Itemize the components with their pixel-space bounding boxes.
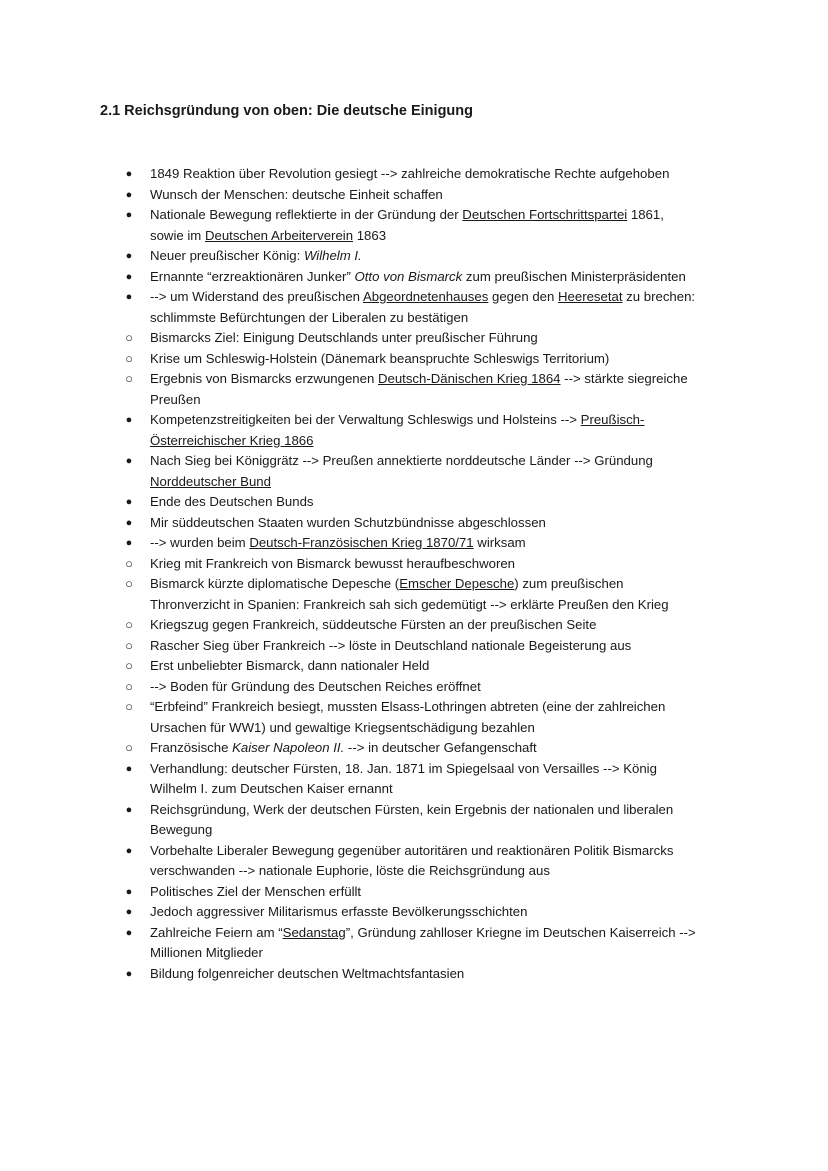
bullet-disc-icon: ● (125, 844, 133, 857)
italic-term: Wilhelm I. (303, 248, 362, 263)
bullet-list (0, 164, 828, 984)
list-item (0, 492, 730, 513)
list-item (0, 697, 730, 738)
item-text: “Erbfeind” Frankreich besiegt, mussten Elsass-Lothringen abtreten (eine der zahlreichen (150, 699, 666, 714)
bullet-disc-icon: ● (125, 291, 133, 303)
list-item (0, 554, 730, 575)
item-text: Ernannte “erzreaktionären Junker” (150, 268, 355, 284)
item-text: 1861, (627, 207, 664, 222)
bullet-disc-icon: ● (125, 455, 133, 467)
bullet-disc-icon: ● (125, 885, 133, 898)
list-item (0, 902, 730, 923)
item-text: verschwanden --> nationale Euphorie, löste die Reichsgründung aus (150, 863, 550, 878)
item-text: Französische (150, 740, 233, 755)
list-item (0, 882, 730, 903)
list-item (0, 349, 730, 370)
bullet-disc-icon: ● (125, 250, 133, 262)
bullet-disc-icon: ● (125, 516, 133, 529)
item-text: Nationale Bewegung reflektierte in der Gründung der (150, 207, 463, 222)
item-text: --> um Widerstand des preußischen (150, 289, 363, 304)
item-text: Neuer preußischer König: (150, 248, 304, 263)
underlined-term: Deutsch-Dänischen Krieg 1864 (377, 371, 561, 386)
bullet-circle-icon: ○ (125, 330, 133, 345)
bullet-disc-icon: ● (125, 762, 133, 775)
list-item (0, 738, 730, 759)
list-item (0, 205, 730, 246)
list-item (0, 800, 730, 841)
list-item (0, 246, 730, 267)
item-text: Kompetenzstreitigkeiten bei der Verwaltung Schleswigs und Holsteins --> (150, 412, 581, 427)
bullet-disc-icon: ● (125, 188, 133, 201)
bullet-disc-icon: ● (125, 537, 133, 549)
underlined-term: Heeresetat (558, 289, 623, 304)
item-text: 1849 Reaktion über Revolution gesiegt --> zahlreiche demokratische Rechte aufgehoben (150, 166, 670, 181)
section-heading: 2.1 Reichsgründung von oben: Die deutsche Einigung (100, 103, 473, 119)
item-text: Bewegung (150, 822, 213, 837)
bullet-disc-icon: ● (125, 967, 133, 980)
item-text: --> stärkte siegreiche (560, 371, 688, 386)
item-text: Ende des Deutschen Bunds (150, 494, 314, 509)
item-text: Nach Sieg bei Königgrätz --> Preußen annektierte norddeutsche Länder --> Gründung (150, 453, 653, 468)
bullet-disc-icon: ● (125, 168, 133, 180)
item-text: Reichsgründung, Werk der deutschen Fürsten, kein Ergebnis der nationalen und liberalen (150, 801, 674, 817)
bullet-circle-icon: ○ (125, 740, 133, 755)
item-text: Ursachen für WW1) und gewaltige Kriegsentschädigung bezahlen (150, 719, 535, 735)
bullet-disc-icon: ● (125, 270, 133, 283)
underlined-term: Sedanstag (282, 924, 346, 940)
item-text: Krieg mit Frankreich von Bismarck bewusst heraufbeschworen (150, 555, 516, 571)
item-text: gegen den (488, 289, 558, 304)
item-text: Bismarck kürzte diplomatische Depesche ( (150, 576, 400, 591)
underlined-term: Deutschen Arbeiterverein (204, 227, 354, 243)
underlined-term: Deutschen Fortschrittspartei (462, 207, 628, 222)
item-text: Jedoch aggressiver Militarismus erfasste Bevölkerungsschichten (150, 904, 528, 919)
underlined-term: Deutsch-Französischen Krieg 1870/71 (249, 535, 474, 550)
italic-term: Kaiser Napoleon II. (232, 740, 345, 755)
underlined-term: Preußisch- (580, 412, 645, 427)
item-text: Rascher Sieg über Frankreich --> löste in Deutschland nationale Begeisterung aus (150, 637, 632, 653)
list-item (0, 267, 730, 288)
list-item (0, 615, 730, 636)
item-text: --> wurden beim (150, 535, 250, 550)
item-text: Vorbehalte Liberaler Bewegung gegenüber autoritären und reaktionären Politik Bismarcks (150, 842, 674, 858)
bullet-disc-icon: ● (125, 803, 133, 816)
item-text: Ergebnis von Bismarcks erzwungenen (150, 371, 378, 386)
list-item (0, 677, 730, 698)
bullet-circle-icon: ○ (125, 350, 133, 366)
item-text: Wunsch der Menschen: deutsche Einheit schaffen (150, 186, 443, 202)
underlined-term: Emscher Depesche (399, 576, 515, 591)
list-item (0, 923, 730, 964)
item-text: Krise um Schleswig-Holstein (Dänemark beanspruchte Schleswigs Territorium) (150, 350, 610, 366)
item-text: wirksam (473, 535, 526, 550)
list-item (0, 164, 730, 185)
item-text: Politisches Ziel der Menschen erfüllt (150, 883, 362, 899)
item-text: Thronverzicht in Spanien: Frankreich sah sich gedemütigt --> erklärte Preußen den Krieg (150, 596, 669, 612)
bullet-circle-icon: ○ (125, 371, 133, 386)
underlined-term: Norddeutscher Bund (150, 473, 271, 489)
bullet-disc-icon: ● (125, 926, 133, 939)
item-text: --> in deutscher Gefangenschaft (344, 740, 537, 755)
bullet-circle-icon: ○ (125, 555, 133, 571)
list-item (0, 185, 730, 206)
item-text: sowie im (150, 227, 205, 243)
list-item (0, 369, 730, 410)
item-text: Verhandlung: deutscher Fürsten, 18. Jan. 1871 im Spiegelsaal von Versailles --> König (150, 760, 657, 776)
bullet-circle-icon: ○ (125, 658, 133, 673)
item-text: Preußen (150, 391, 201, 407)
item-text: Mir süddeutschen Staaten wurden Schutzbündnisse abgeschlossen (150, 514, 546, 530)
item-text: Zahlreiche Feiern am “ (150, 924, 283, 940)
list-item (0, 574, 730, 615)
item-text: Millionen Mitglieder (150, 945, 263, 960)
underlined-term: Abgeordnetenhauses (362, 289, 489, 304)
list-item (0, 636, 730, 657)
bullet-disc-icon: ● (125, 496, 133, 508)
list-item (0, 841, 730, 882)
list-item (0, 656, 730, 677)
item-text: Bismarcks Ziel: Einigung Deutschlands unter preußischer Führung (150, 330, 538, 345)
list-item (0, 964, 730, 985)
item-text: Kriegszug gegen Frankreich, süddeutsche Fürsten an der preußischen Seite (150, 617, 597, 632)
list-item (0, 759, 730, 800)
bullet-disc-icon: ● (125, 209, 133, 221)
item-text: --> Boden für Gründung des Deutschen Reiches eröffnet (150, 678, 481, 694)
list-item (0, 533, 730, 554)
list-item (0, 513, 730, 534)
bullet-circle-icon: ○ (125, 637, 133, 653)
bullet-circle-icon: ○ (125, 678, 133, 694)
item-text: Bildung folgenreicher deutschen Weltmachtsfantasien (150, 965, 465, 981)
list-item (0, 410, 730, 451)
item-text: schlimmste Befürchtungen der Liberalen zu bestätigen (150, 309, 469, 325)
italic-term: Otto von Bismarck (354, 268, 463, 284)
item-text: Erst unbeliebter Bismarck, dann nationaler Held (150, 658, 430, 673)
item-text: zu brechen: (622, 289, 696, 304)
bullet-circle-icon: ○ (125, 576, 133, 591)
bullet-disc-icon: ● (125, 906, 133, 918)
item-text: ) zum preußischen (514, 576, 624, 591)
underlined-term: Österreichischer Krieg 1866 (150, 432, 314, 448)
item-text: Wilhelm I. zum Deutschen Kaiser ernannt (150, 781, 393, 796)
list-item (0, 328, 730, 349)
item-text: ”, Gründung zahlloser Kriegne im Deutschen Kaiserreich --> (345, 924, 696, 940)
bullet-disc-icon: ● (125, 414, 133, 426)
list-item (0, 451, 730, 492)
list-item (0, 287, 730, 328)
bullet-circle-icon: ○ (125, 699, 133, 714)
item-text: zum preußischen Ministerpräsidenten (462, 268, 686, 284)
item-text: 1863 (353, 227, 387, 243)
bullet-circle-icon: ○ (125, 617, 133, 632)
